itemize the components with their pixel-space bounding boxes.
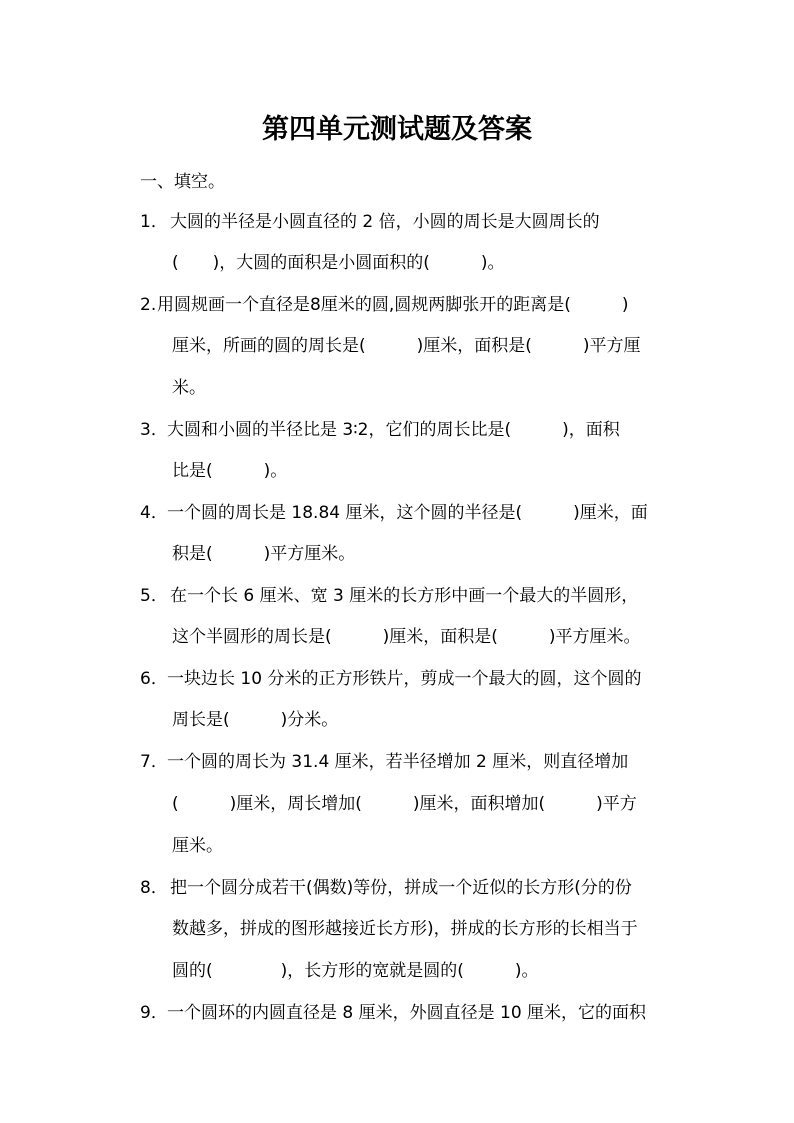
question-4-line-1: 一个圆的周长是 18.84 厘米，这个圆的半径是( )厘米，面	[167, 503, 648, 523]
question-7-line-1: 一个圆的周长为 31.4 厘米，若半径增加 2 厘米，则直径增加	[167, 752, 629, 772]
question-number-8: 8．	[140, 878, 168, 898]
question-9-line-1: 一个圆环的内圆直径是 8 厘米，外圆直径是 10 厘米，它的面积	[167, 1003, 647, 1023]
question-6-line-2: 周长是( )分米。	[172, 710, 339, 730]
question-5-line-2: 这个半圆形的周长是( )厘米，面积是( )平方厘米。	[172, 627, 641, 647]
section-heading: 一、填空。	[140, 172, 225, 192]
question-2-line-3: 米。	[172, 378, 206, 398]
question-number-3: 3．	[140, 420, 168, 440]
question-number-7: 7．	[140, 752, 168, 772]
question-number-4: 4．	[140, 503, 168, 523]
question-2-line-1: 用圆规画一个直径是8厘米的圆,圆规两脚张开的距离是( )	[157, 295, 629, 315]
question-6-line-1: 一块边长 10 分米的正方形铁片，剪成一个最大的圆，这个圆的	[167, 669, 642, 689]
question-number-5: 5．	[140, 586, 168, 606]
question-8-line-1: 把一个圆分成若干(偶数)等份，拼成一个近似的长方形(分的份	[170, 878, 632, 898]
question-2-line-2: 厘米，所画的圆的周长是( )厘米，面积是( )平方厘	[172, 336, 641, 356]
question-number-9: 9．	[140, 1003, 168, 1023]
question-number-1: 1．	[140, 212, 168, 232]
question-4-line-2: 积是( )平方厘米。	[172, 544, 356, 564]
question-7-line-3: 厘米。	[172, 836, 223, 856]
page-title: 第四单元测试题及答案	[262, 114, 532, 145]
question-1-line-2: ( )，大圆的面积是小圆面积的( )。	[172, 253, 505, 273]
question-8-line-3: 圆的( )，长方形的宽就是圆的( )。	[172, 961, 539, 981]
question-7-line-2: ( )厘米，周长增加( )厘米，面积增加( )平方	[172, 794, 637, 814]
question-number-2: 2.	[140, 295, 157, 315]
question-3-line-2: 比是( )。	[172, 461, 288, 481]
question-1-line-1: 大圆的半径是小圆直径的 2 倍，小圆的周长是大圆周长的	[170, 212, 600, 232]
question-5-line-1: 在一个长 6 厘米、宽 3 厘米的长方形中画一个最大的半圆形，	[170, 586, 639, 606]
question-3-line-1: 大圆和小圆的半径比是 3∶2，它们的周长比是( )，面积	[167, 420, 620, 440]
question-8-line-2: 数越多，拼成的图形越接近长方形)，拼成的长方形的长相当于	[172, 919, 638, 939]
question-number-6: 6．	[140, 669, 168, 689]
